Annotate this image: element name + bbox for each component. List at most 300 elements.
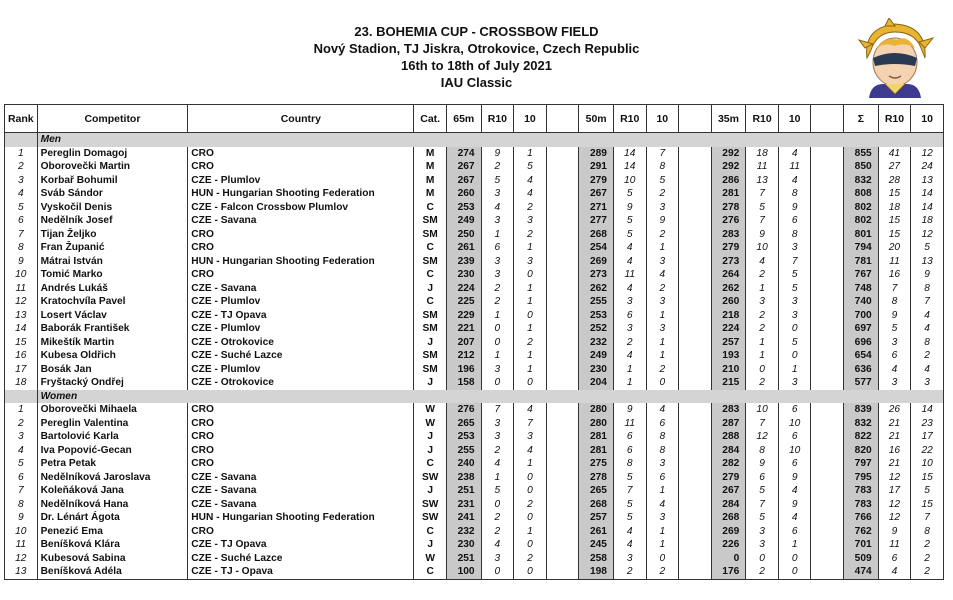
column-header: Cat.	[414, 105, 447, 133]
column-header: 10	[646, 105, 679, 133]
r10-cell: 11	[878, 255, 911, 269]
country-cell: CRO	[188, 430, 414, 444]
r10-cell: 10	[613, 174, 646, 188]
score-65m-cell: 260	[446, 187, 481, 201]
table-row	[5, 295, 944, 309]
table-header-row	[5, 105, 944, 133]
separator-cell	[811, 484, 844, 498]
r10-cell: 3	[481, 552, 514, 566]
rank-cell: 6	[5, 214, 38, 228]
country-cell: CZE - Falcon Crossbow Plumlov	[188, 201, 414, 215]
r10-cell: 5	[746, 484, 779, 498]
separator-cell	[546, 511, 579, 525]
r10-cell: 6	[613, 430, 646, 444]
score-65m-cell: 230	[446, 538, 481, 552]
total-score-cell: 766	[844, 511, 879, 525]
table-row	[5, 187, 944, 201]
r10-cell: 7	[481, 403, 514, 417]
tens-cell: 17	[911, 430, 944, 444]
tens-cell: 6	[778, 430, 811, 444]
r10-cell: 1	[746, 282, 779, 296]
tens-cell: 4	[778, 484, 811, 498]
tens-cell: 0	[778, 349, 811, 363]
tens-cell: 0	[778, 552, 811, 566]
r10-cell: 12	[878, 498, 911, 512]
r10-cell: 3	[746, 538, 779, 552]
rank-cell: 1	[5, 403, 38, 417]
r10-cell: 4	[613, 349, 646, 363]
score-65m-cell: 267	[446, 160, 481, 174]
category-cell: W	[414, 417, 447, 431]
table-row	[5, 201, 944, 215]
r10-cell: 3	[746, 295, 779, 309]
r10-cell: 0	[746, 552, 779, 566]
r10-cell: 9	[746, 457, 779, 471]
tens-cell: 2	[514, 201, 547, 215]
r10-cell: 4	[481, 457, 514, 471]
score-35m-cell: 215	[711, 376, 746, 390]
r10-cell: 8	[613, 457, 646, 471]
total-score-cell: 700	[844, 309, 879, 323]
tens-cell: 4	[514, 174, 547, 188]
table-row	[5, 147, 944, 161]
score-50m-cell: 245	[579, 538, 614, 552]
competitor-cell: Losert Václav	[37, 309, 188, 323]
tens-cell: 5	[778, 336, 811, 350]
tens-cell: 5	[778, 282, 811, 296]
separator-cell	[679, 295, 712, 309]
tens-cell: 5	[514, 160, 547, 174]
rank-cell: 7	[5, 484, 38, 498]
separator-cell	[679, 471, 712, 485]
r10-cell: 5	[746, 511, 779, 525]
score-35m-cell: 286	[711, 174, 746, 188]
category-spacer	[5, 133, 38, 147]
category-cell: C	[414, 565, 447, 579]
score-35m-cell: 282	[711, 457, 746, 471]
r10-cell: 6	[481, 241, 514, 255]
tens-cell: 1	[514, 282, 547, 296]
score-35m-cell: 269	[711, 525, 746, 539]
tens-cell: 8	[911, 336, 944, 350]
r10-cell: 3	[481, 214, 514, 228]
tens-cell: 7	[911, 511, 944, 525]
r10-cell: 6	[613, 309, 646, 323]
column-header: 10	[778, 105, 811, 133]
country-cell: CRO	[188, 444, 414, 458]
score-50m-cell: 269	[579, 255, 614, 269]
separator-cell	[811, 376, 844, 390]
rank-cell: 11	[5, 538, 38, 552]
r10-cell: 0	[481, 565, 514, 579]
total-score-cell: 783	[844, 484, 879, 498]
separator-cell	[811, 201, 844, 215]
tens-cell: 7	[514, 417, 547, 431]
tens-cell: 12	[911, 228, 944, 242]
r10-cell: 2	[746, 309, 779, 323]
score-50m-cell: 267	[579, 187, 614, 201]
category-cell: C	[414, 268, 447, 282]
separator-cell	[546, 255, 579, 269]
separator-cell	[546, 282, 579, 296]
tens-cell: 2	[646, 187, 679, 201]
tens-cell: 0	[778, 322, 811, 336]
total-score-cell: 509	[844, 552, 879, 566]
r10-cell: 12	[746, 430, 779, 444]
table-row	[5, 444, 944, 458]
total-score-cell: 474	[844, 565, 879, 579]
r10-cell: 5	[878, 322, 911, 336]
r10-cell: 0	[746, 363, 779, 377]
score-65m-cell: 240	[446, 457, 481, 471]
separator-cell	[679, 214, 712, 228]
r10-cell: 4	[613, 241, 646, 255]
total-score-cell: 654	[844, 349, 879, 363]
separator-cell	[811, 174, 844, 188]
total-score-cell: 832	[844, 174, 879, 188]
separator-cell	[811, 147, 844, 161]
country-cell: CZE - Plumlov	[188, 174, 414, 188]
total-score-cell: 781	[844, 255, 879, 269]
r10-cell: 2	[613, 565, 646, 579]
separator-cell	[811, 309, 844, 323]
tens-cell: 1	[646, 349, 679, 363]
r10-cell: 2	[481, 444, 514, 458]
score-35m-cell: 276	[711, 214, 746, 228]
tens-cell: 6	[778, 403, 811, 417]
score-35m-cell: 260	[711, 295, 746, 309]
category-spacer	[5, 390, 38, 404]
table-row	[5, 565, 944, 579]
category-cell: W	[414, 552, 447, 566]
separator-cell	[811, 228, 844, 242]
mascot-avatar-icon	[855, 18, 935, 98]
country-cell: HUN - Hungarian Shooting Federation	[188, 255, 414, 269]
tens-cell: 5	[646, 174, 679, 188]
country-cell: CRO	[188, 228, 414, 242]
category-cell: J	[414, 484, 447, 498]
r10-cell: 3	[481, 187, 514, 201]
separator-cell	[811, 417, 844, 431]
separator-cell	[546, 349, 579, 363]
score-65m-cell: 196	[446, 363, 481, 377]
tens-cell: 3	[778, 376, 811, 390]
r10-cell: 3	[481, 255, 514, 269]
tens-cell: 0	[514, 538, 547, 552]
score-35m-cell: 284	[711, 444, 746, 458]
r10-cell: 41	[878, 147, 911, 161]
table-row	[5, 336, 944, 350]
competitor-cell: Penezić Ema	[37, 525, 188, 539]
rank-cell: 8	[5, 498, 38, 512]
separator-cell	[546, 201, 579, 215]
rank-cell: 2	[5, 160, 38, 174]
tens-cell: 4	[778, 147, 811, 161]
tens-cell: 11	[778, 160, 811, 174]
separator-cell	[546, 241, 579, 255]
competitor-cell: Kubesa Oldřich	[37, 349, 188, 363]
category-cell: C	[414, 457, 447, 471]
tens-cell: 2	[514, 336, 547, 350]
rank-cell: 13	[5, 309, 38, 323]
tens-cell: 5	[911, 484, 944, 498]
score-35m-cell: 292	[711, 160, 746, 174]
r10-cell: 2	[746, 376, 779, 390]
separator-cell	[811, 538, 844, 552]
tens-cell: 3	[646, 255, 679, 269]
total-score-cell: 762	[844, 525, 879, 539]
r10-cell: 9	[878, 525, 911, 539]
score-50m-cell: 249	[579, 349, 614, 363]
separator-cell	[811, 295, 844, 309]
category-cell: SM	[414, 228, 447, 242]
tens-cell: 7	[911, 295, 944, 309]
separator-cell	[679, 538, 712, 552]
separator-cell	[811, 214, 844, 228]
rank-cell: 5	[5, 457, 38, 471]
total-score-cell: 697	[844, 322, 879, 336]
tens-cell: 8	[646, 430, 679, 444]
score-50m-cell: 280	[579, 403, 614, 417]
total-score-cell: 696	[844, 336, 879, 350]
total-score-cell: 832	[844, 417, 879, 431]
separator-cell	[811, 336, 844, 350]
r10-cell: 9	[481, 147, 514, 161]
score-65m-cell: 251	[446, 484, 481, 498]
table-row	[5, 282, 944, 296]
total-score-cell: 820	[844, 444, 879, 458]
competitor-cell: Kubesová Sabina	[37, 552, 188, 566]
r10-cell: 8	[746, 444, 779, 458]
column-header	[811, 105, 844, 133]
country-cell: CRO	[188, 417, 414, 431]
score-50m-cell: 258	[579, 552, 614, 566]
rank-cell: 17	[5, 363, 38, 377]
separator-cell	[546, 565, 579, 579]
score-50m-cell: 262	[579, 282, 614, 296]
r10-cell: 6	[878, 349, 911, 363]
r10-cell: 7	[878, 282, 911, 296]
tens-cell: 3	[778, 241, 811, 255]
separator-cell	[546, 525, 579, 539]
separator-cell	[546, 444, 579, 458]
tens-cell: 5	[778, 268, 811, 282]
r10-cell: 12	[878, 471, 911, 485]
tens-cell: 1	[514, 363, 547, 377]
separator-cell	[546, 214, 579, 228]
tens-cell: 6	[778, 457, 811, 471]
score-50m-cell: 261	[579, 525, 614, 539]
score-35m-cell: 210	[711, 363, 746, 377]
rank-cell: 4	[5, 187, 38, 201]
r10-cell: 11	[613, 268, 646, 282]
category-cell: SM	[414, 322, 447, 336]
tens-cell: 13	[911, 255, 944, 269]
column-header: Σ	[844, 105, 879, 133]
tens-cell: 10	[778, 417, 811, 431]
tens-cell: 1	[646, 241, 679, 255]
table-row	[5, 241, 944, 255]
category-row	[5, 390, 944, 404]
total-score-cell: 748	[844, 282, 879, 296]
tens-cell: 2	[911, 538, 944, 552]
score-50m-cell: 265	[579, 484, 614, 498]
score-65m-cell: 274	[446, 147, 481, 161]
r10-cell: 5	[613, 187, 646, 201]
separator-cell	[546, 471, 579, 485]
tens-cell: 10	[911, 457, 944, 471]
category-cell: J	[414, 444, 447, 458]
country-cell: CZE - Plumlov	[188, 295, 414, 309]
r10-cell: 18	[746, 147, 779, 161]
r10-cell: 9	[878, 309, 911, 323]
tens-cell: 18	[911, 214, 944, 228]
category-cell: M	[414, 187, 447, 201]
total-score-cell: 795	[844, 471, 879, 485]
score-65m-cell: 229	[446, 309, 481, 323]
tens-cell: 0	[514, 511, 547, 525]
r10-cell: 1	[613, 376, 646, 390]
separator-cell	[811, 565, 844, 579]
separator-cell	[679, 417, 712, 431]
table-row	[5, 538, 944, 552]
r10-cell: 4	[613, 525, 646, 539]
r10-cell: 15	[878, 214, 911, 228]
tens-cell: 3	[514, 255, 547, 269]
table-row	[5, 525, 944, 539]
table-row	[5, 430, 944, 444]
tens-cell: 0	[514, 471, 547, 485]
category-cell: J	[414, 376, 447, 390]
total-score-cell: 802	[844, 201, 879, 215]
score-35m-cell: 224	[711, 322, 746, 336]
r10-cell: 9	[746, 228, 779, 242]
tens-cell: 6	[646, 471, 679, 485]
competitor-cell: Oborovečki Martin	[37, 160, 188, 174]
separator-cell	[546, 268, 579, 282]
separator-cell	[546, 538, 579, 552]
table-row	[5, 417, 944, 431]
rank-cell: 3	[5, 174, 38, 188]
separator-cell	[546, 403, 579, 417]
separator-cell	[679, 336, 712, 350]
tens-cell: 0	[514, 309, 547, 323]
tens-cell: 4	[646, 268, 679, 282]
column-header: 50m	[579, 105, 614, 133]
separator-cell	[811, 444, 844, 458]
country-cell: CRO	[188, 160, 414, 174]
country-cell: CZE - Savana	[188, 484, 414, 498]
separator-cell	[679, 403, 712, 417]
separator-cell	[546, 376, 579, 390]
r10-cell: 7	[613, 484, 646, 498]
r10-cell: 2	[481, 295, 514, 309]
country-cell: CZE - Otrokovice	[188, 336, 414, 350]
tens-cell: 9	[778, 471, 811, 485]
table-row	[5, 471, 944, 485]
rank-cell: 6	[5, 471, 38, 485]
total-score-cell: 783	[844, 498, 879, 512]
r10-cell: 3	[613, 295, 646, 309]
score-65m-cell: 207	[446, 336, 481, 350]
tens-cell: 8	[911, 282, 944, 296]
score-35m-cell: 283	[711, 228, 746, 242]
competitor-cell: Bosák Jan	[37, 363, 188, 377]
r10-cell: 4	[481, 538, 514, 552]
category-cell: SW	[414, 511, 447, 525]
rank-cell: 15	[5, 336, 38, 350]
column-header: R10	[481, 105, 514, 133]
competitor-cell: Koleňáková Jana	[37, 484, 188, 498]
competitor-cell: Nedělník Josef	[37, 214, 188, 228]
score-35m-cell: 281	[711, 187, 746, 201]
score-50m-cell: 275	[579, 457, 614, 471]
r10-cell: 2	[746, 322, 779, 336]
score-65m-cell: 225	[446, 295, 481, 309]
separator-cell	[679, 525, 712, 539]
rank-cell: 3	[5, 430, 38, 444]
separator-cell	[811, 322, 844, 336]
column-header: Rank	[5, 105, 38, 133]
tens-cell: 4	[514, 403, 547, 417]
event-title: 23. BOHEMIA CUP - CROSSBOW FIELD	[354, 24, 599, 39]
rank-cell: 16	[5, 349, 38, 363]
separator-cell	[679, 228, 712, 242]
tens-cell: 9	[778, 201, 811, 215]
r10-cell: 1	[481, 228, 514, 242]
separator-cell	[679, 349, 712, 363]
country-cell: CZE - TJ Opava	[188, 538, 414, 552]
column-header: Country	[188, 105, 414, 133]
tens-cell: 15	[911, 498, 944, 512]
country-cell: CRO	[188, 525, 414, 539]
r10-cell: 1	[481, 471, 514, 485]
score-65m-cell: 251	[446, 552, 481, 566]
separator-cell	[679, 484, 712, 498]
total-score-cell: 855	[844, 147, 879, 161]
score-35m-cell: 279	[711, 471, 746, 485]
score-35m-cell: 273	[711, 255, 746, 269]
tens-cell: 9	[646, 214, 679, 228]
venue: Nový Stadion, TJ Jiskra, Otrokovice, Czech Republic	[313, 41, 640, 56]
competitor-cell: Dr. Lénárt Ágota	[37, 511, 188, 525]
category-cell: W	[414, 403, 447, 417]
score-50m-cell: 280	[579, 417, 614, 431]
tens-cell: 2	[514, 228, 547, 242]
tens-cell: 1	[514, 457, 547, 471]
category-cell: SM	[414, 255, 447, 269]
score-50m-cell: 257	[579, 511, 614, 525]
tens-cell: 4	[514, 444, 547, 458]
rank-cell: 5	[5, 201, 38, 215]
tens-cell: 24	[911, 160, 944, 174]
table-row	[5, 457, 944, 471]
competitor-cell: Sváb Sándor	[37, 187, 188, 201]
competitor-cell: Mikeštík Martin	[37, 336, 188, 350]
score-35m-cell: 268	[711, 511, 746, 525]
score-35m-cell: 287	[711, 417, 746, 431]
tens-cell: 1	[514, 147, 547, 161]
dates: 16th to 18th of July 2021	[401, 58, 552, 73]
r10-cell: 10	[746, 403, 779, 417]
competitor-cell: Nedělníková Jaroslava	[37, 471, 188, 485]
tens-cell: 3	[911, 376, 944, 390]
class-label: IAU Classic	[440, 75, 513, 90]
r10-cell: 28	[878, 174, 911, 188]
tens-cell: 0	[646, 552, 679, 566]
column-header: 10	[514, 105, 547, 133]
results-header	[0, 23, 953, 91]
